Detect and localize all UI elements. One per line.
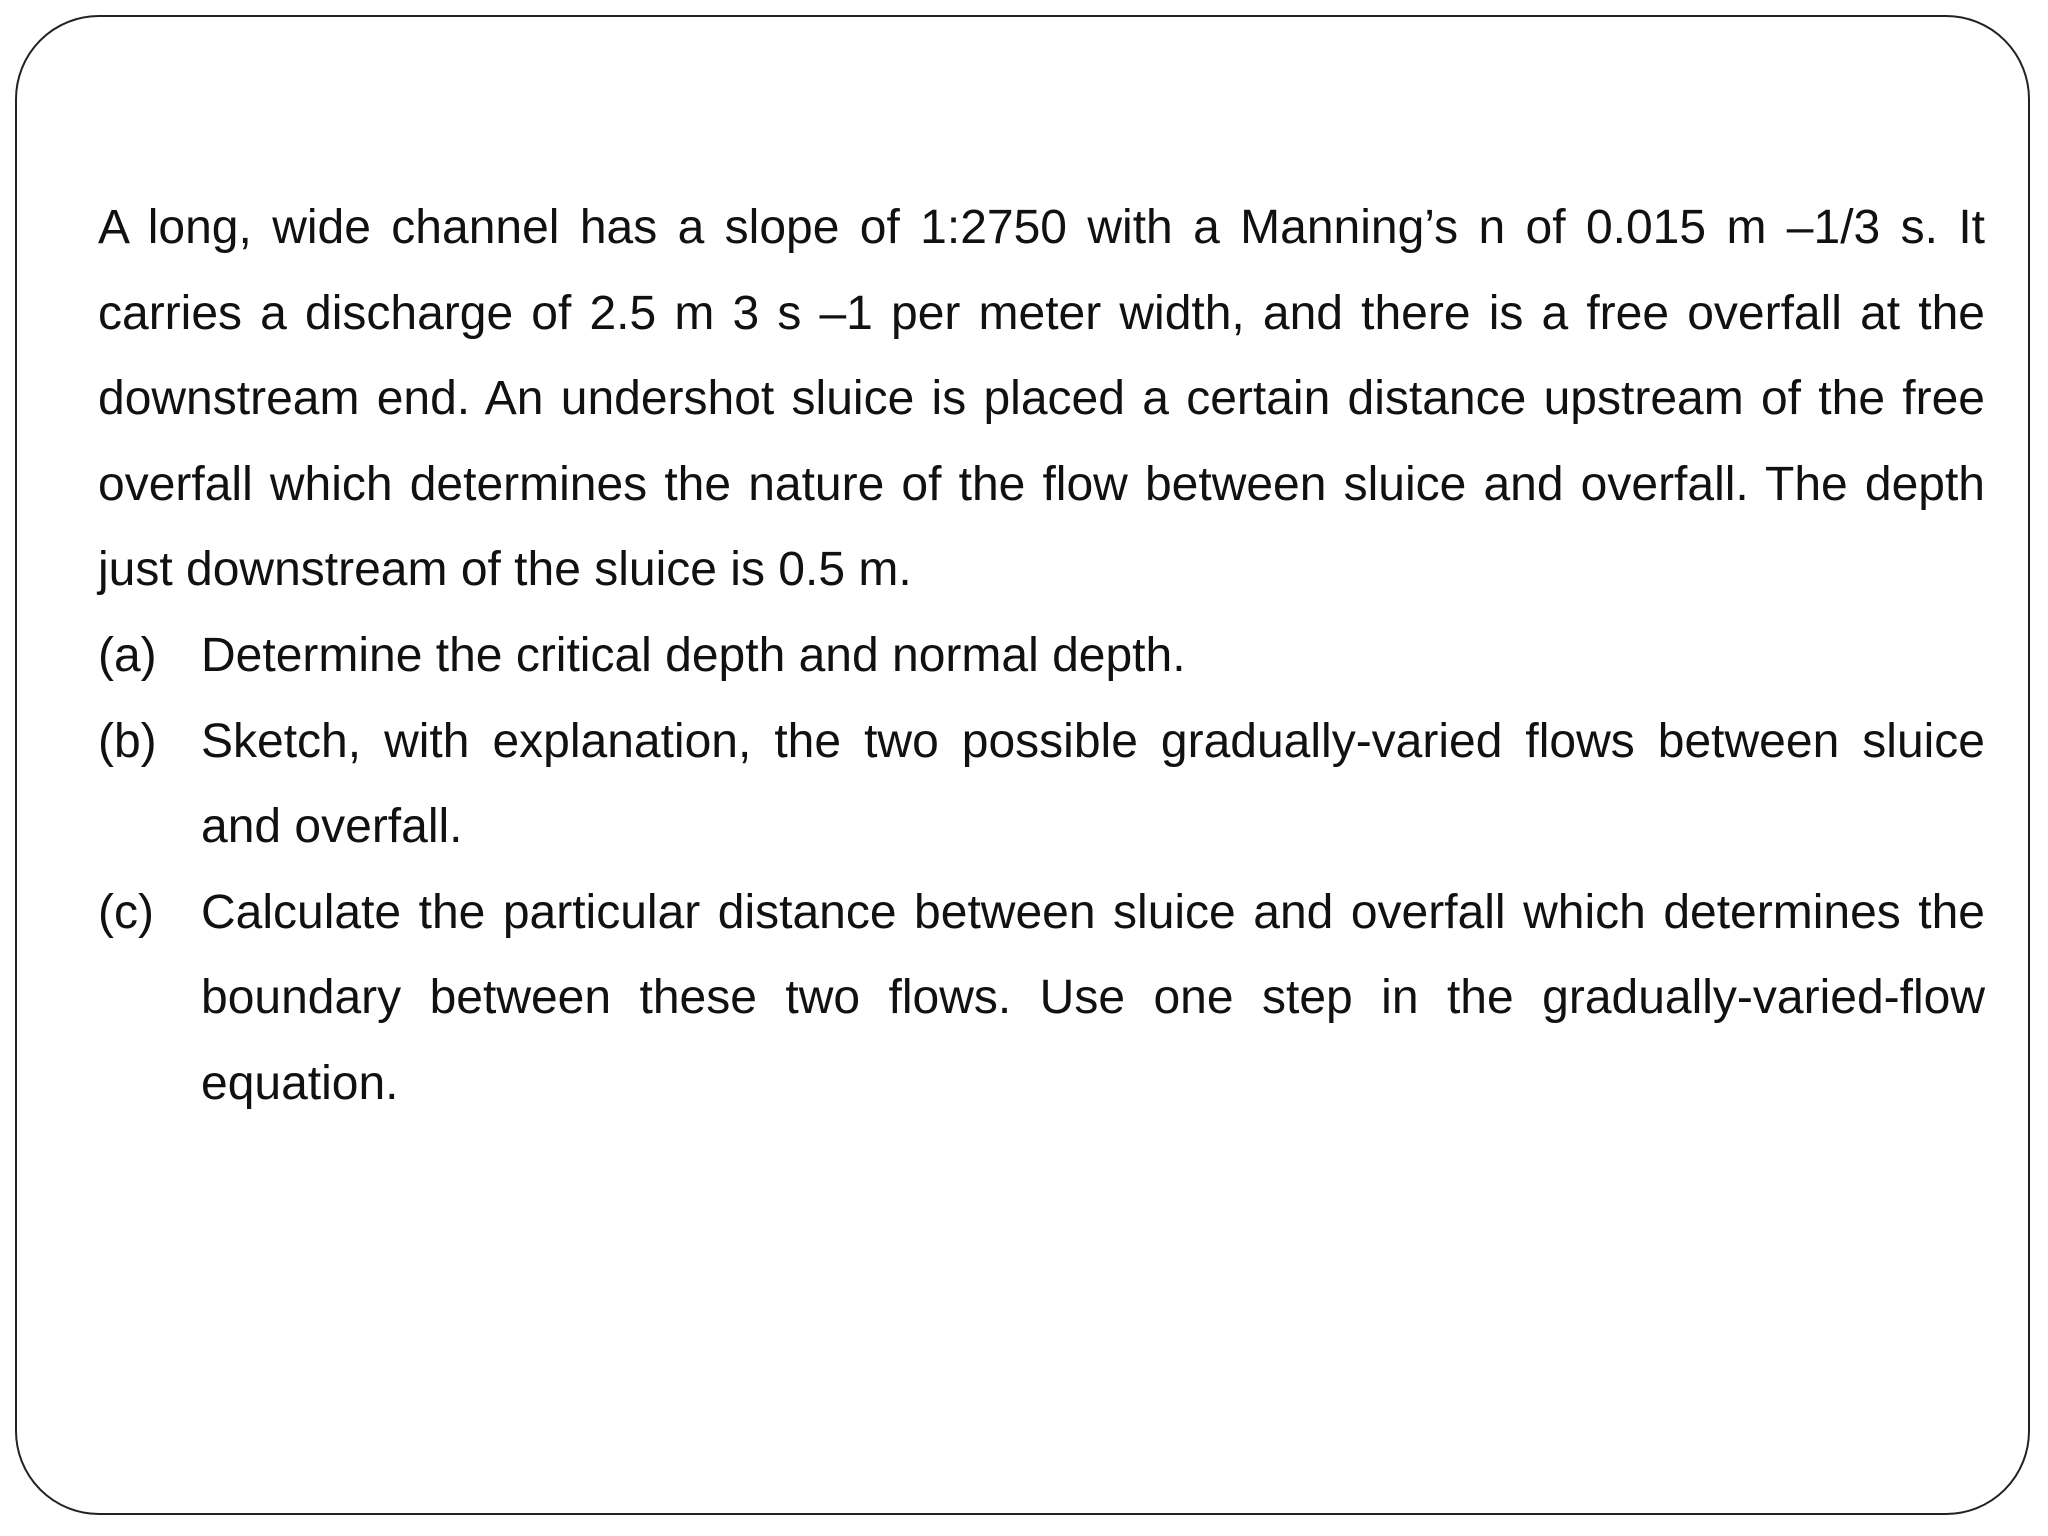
question-label: (b)	[98, 714, 157, 768]
question-text: Calculate the particular distance between sluice and overfall which determines the boundary between these two flows. Use one step in the gradually-varied-flow equation.	[201, 885, 1985, 1110]
question-item-b	[98, 699, 1985, 870]
question-item-c	[98, 870, 1985, 1127]
question-text: Sketch, with explanation, the two possible gradually-varied flows between sluice and overfall.	[201, 714, 1985, 854]
question-list	[98, 613, 1985, 1127]
problem-intro: A long, wide channel has a slope of 1:2750 with a Manning’s n of 0.015 m –1/3 s. It carries a discharge of 2.5 m 3 s –1 per meter width, and there is a free overfall at the downstream end. An undershot sluice is placed a certain distance upstream of the free overfall which determines the nature of the flow between sluice and overfall. The depth just downstream of the sluice is 0.5 m.	[98, 201, 1985, 597]
question-item-a	[98, 613, 1985, 699]
question-text: Determine the critical depth and normal depth.	[201, 628, 1186, 682]
question-label: (a)	[98, 628, 157, 682]
problem-statement	[98, 185, 1985, 1127]
question-label: (c)	[98, 885, 154, 939]
slide-frame	[15, 15, 2030, 1515]
